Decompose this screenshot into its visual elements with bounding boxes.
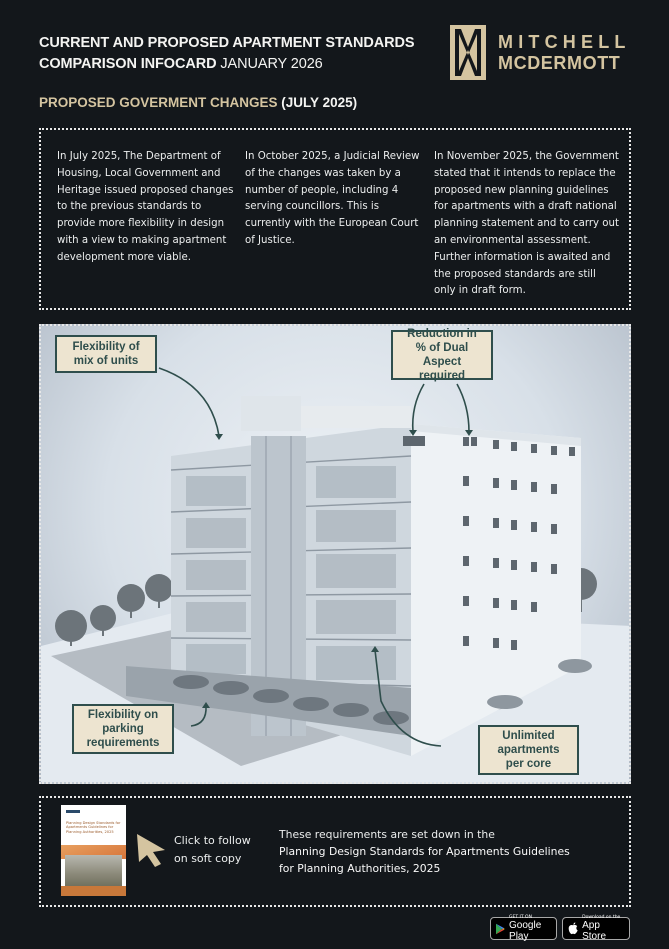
- cover-photo: [65, 855, 122, 889]
- section-heading-gold: PROPOSED GOVERMENT CHANGES: [39, 95, 278, 110]
- section-heading-date: (JULY 2025): [281, 95, 358, 110]
- req-line-2: Planning Design Standards for Apartments Guidelines: [279, 845, 570, 858]
- callout-parking: Flexibility on parking requirements: [72, 704, 174, 754]
- gov-crest-icon: [66, 810, 80, 813]
- app-store-badge[interactable]: [562, 917, 630, 940]
- callout-apartments-per-core: Unlimited apartments per core: [478, 725, 579, 775]
- changes-info-box: [39, 128, 631, 310]
- cursor-arrow-icon: [135, 832, 167, 868]
- google-play-badge[interactable]: [490, 917, 557, 940]
- req-line-1: These requirements are set down in the: [279, 828, 495, 841]
- click-line-1: Click to follow: [174, 834, 251, 847]
- logo-word-mitchell: MITCHELL: [498, 31, 631, 52]
- callout-mix-of-units: Flexibility of mix of units: [55, 335, 157, 373]
- guidelines-cover-thumbnail[interactable]: [61, 805, 126, 896]
- apple-small-text: Download on the: [582, 915, 621, 920]
- guidelines-link-box: [39, 796, 631, 907]
- click-line-2: on soft copy: [174, 852, 242, 865]
- apple-big-text: App Store: [582, 920, 607, 942]
- app-store-badges: [490, 917, 630, 940]
- building-illustration: [39, 324, 631, 784]
- mm-monogram-icon: [450, 25, 486, 80]
- callout-dual-aspect: Reduction in % of Dual Aspect required: [391, 330, 493, 380]
- page-title: [39, 33, 414, 75]
- title-infocard: COMPARISON INFOCARD: [39, 56, 217, 72]
- google-big-text: Google Play: [509, 920, 542, 942]
- google-small-text: GET IT ON: [509, 915, 532, 920]
- logo-word-mcdermott: MCDERMOTT: [498, 52, 621, 73]
- brand-logo[interactable]: [450, 25, 631, 80]
- requirements-reference: [279, 826, 570, 877]
- section-heading: [39, 95, 357, 110]
- click-to-follow-text[interactable]: [174, 832, 251, 868]
- title-date: JANUARY 2026: [220, 56, 323, 72]
- cover-footer: [61, 886, 126, 896]
- title-line-2: [39, 54, 414, 75]
- title-line-1: CURRENT AND PROPOSED APARTMENT STANDARDS: [39, 35, 415, 51]
- info-column-october: In October 2025, a Judicial Review of the changes was taken by a number of people, including 4 serving councillors. This is currently with the European Court of Justice.: [245, 151, 420, 246]
- info-column-july: In July 2025, The Department of Housing, Local Government and Heritage issued proposed changes to the previous standards to provide more flexibility in design with a view to making apartment development more viable.: [57, 151, 234, 263]
- google-play-icon: [496, 922, 505, 936]
- apple-icon: [568, 922, 578, 935]
- cover-title: Planning Design Standards for Apartments Guidelines for Planning Authorities, 2025: [66, 821, 121, 834]
- req-line-3: for Planning Authorities, 2025: [279, 862, 441, 875]
- info-column-november: In November 2025, the Government stated that it intends to replace the proposed new planning guidelines for apartments with a draft national planning statement and to carry out an environmental assessment. Further information is awaited and the proposed standards are still only in draft form.: [434, 151, 619, 297]
